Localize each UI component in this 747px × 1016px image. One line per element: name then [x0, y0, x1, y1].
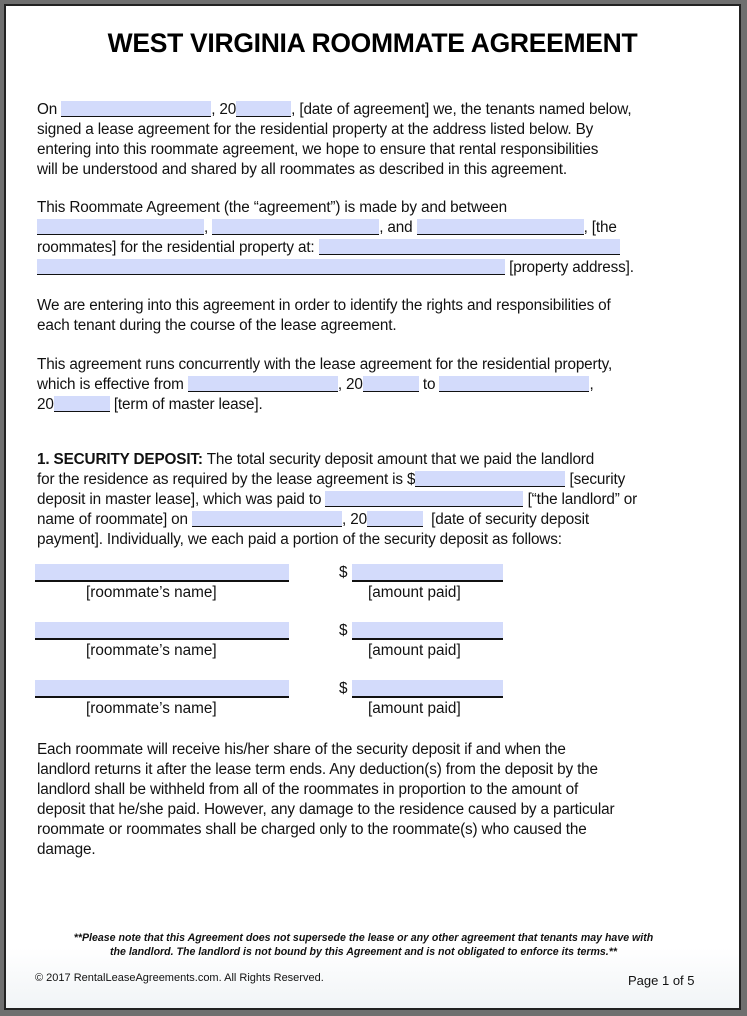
copyright-notice: © 2017 RentalLeaseAgreements.com. All Rights Reserved.	[35, 972, 324, 984]
page-number: Page 1 of 5	[628, 973, 695, 988]
security-deposit-amount-field[interactable]	[415, 471, 565, 487]
deposit-amount-field-1[interactable]	[352, 564, 503, 582]
roommate-name-label-2: [roommate’s name]	[86, 642, 217, 659]
deposit-roommate-name-field-2[interactable]	[35, 622, 289, 640]
section-1-heading: 1. SECURITY DEPOSIT:	[37, 451, 203, 468]
property-address-field-1[interactable]	[319, 239, 620, 255]
roommate-3-name-field[interactable]	[417, 219, 584, 235]
term-line-1: This agreement runs concurrently with the lease agreement for the residential property,	[37, 356, 613, 373]
return-clause-line-3: landlord shall be withheld from all of the roommates in proportion to the amount of	[37, 781, 579, 798]
document-title: WEST VIRGINIA ROOMMATE AGREEMENT	[107, 28, 638, 58]
lease-end-date-field[interactable]	[439, 376, 589, 392]
section-1-line-3: deposit in master lease], which was paid to [“the landlord” or	[37, 491, 638, 508]
term-line-2: which is effective from , 20 to ,	[37, 376, 594, 393]
roommate-name-label-3: [roommate’s name]	[86, 700, 217, 717]
section-1-line-4: name of roommate] on , 20 [date of security deposit	[37, 511, 589, 528]
deposit-date-field[interactable]	[192, 511, 342, 527]
amount-paid-label-3: [amount paid]	[368, 700, 461, 717]
section-1-line-5: payment]. Individually, we each paid a portion of the security deposit as follows:	[37, 531, 562, 548]
disclaimer-line-2: the landlord. The landlord is not bound by this Agreement and is not obligated to enforce its terms.**	[110, 946, 617, 958]
purpose-line-1: We are entering into this agreement in order to identify the rights and responsibilities of	[37, 297, 611, 314]
intro-line-1: On , 20 , [date of agreement] we, the tenants named below,	[37, 101, 632, 118]
parties-line-3: roommates] for the residential property at:	[37, 238, 620, 258]
section-1-line-2: for the residence as required by the lease agreement is $ [security	[37, 471, 626, 488]
purpose-line-2: each tenant during the course of the lease agreement.	[37, 317, 397, 334]
deposit-amount-field-3[interactable]	[352, 680, 503, 698]
document-page	[4, 4, 741, 1010]
disclaimer-line-1: **Please note that this Agreement does not supersede the lease or any other agreement that tenants may have with	[73, 932, 654, 944]
intro-line-4: will be understood and shared by all roommates as described in this agreement.	[37, 161, 567, 178]
return-clause-line-4: deposit that he/she paid. However, any damage to the residence caused by a particular	[37, 801, 615, 818]
roommate-2-name-field[interactable]	[212, 219, 379, 235]
agreement-year-field[interactable]	[236, 101, 291, 117]
deposit-paid-to-field[interactable]	[325, 491, 523, 507]
roommate-name-label-1: [roommate’s name]	[86, 584, 217, 601]
intro-line-3: entering into this roommate agreement, we hope to ensure that rental responsibilities	[37, 141, 599, 158]
lease-start-date-field[interactable]	[188, 376, 338, 392]
deposit-year-field[interactable]	[367, 511, 423, 527]
intro-line-2: signed a lease agreement for the residential property at the address listed below. By	[37, 121, 594, 138]
return-clause-line-1: Each roommate will receive his/her share of the security deposit if and when the	[37, 741, 566, 758]
lease-start-year-field[interactable]	[363, 376, 419, 392]
dollar-sign-1: $	[339, 564, 348, 581]
amount-paid-label-2: [amount paid]	[368, 642, 461, 659]
dollar-sign-2: $	[339, 622, 348, 639]
parties-line-4: [property address].	[37, 258, 634, 278]
deposit-roommate-name-field-3[interactable]	[35, 680, 289, 698]
parties-line-1: This Roommate Agreement (the “agreement”) is made by and between	[37, 199, 507, 216]
section-1-line-1: 1. SECURITY DEPOSIT: The total security deposit amount that we paid the landlord	[37, 451, 595, 468]
term-line-3: 20 [term of master lease].	[37, 396, 263, 413]
parties-line-2: , , and , [the	[37, 218, 617, 238]
agreement-date-field[interactable]	[61, 101, 211, 117]
deposit-amount-field-2[interactable]	[352, 622, 503, 640]
lease-end-year-field[interactable]	[54, 396, 110, 412]
deposit-roommate-name-field-1[interactable]	[35, 564, 289, 582]
return-clause-line-6: damage.	[37, 841, 96, 858]
return-clause-line-2: landlord returns it after the lease term ends. Any deduction(s) from the deposit by the	[37, 761, 598, 778]
amount-paid-label-1: [amount paid]	[368, 584, 461, 601]
dollar-sign-3: $	[339, 680, 348, 697]
roommate-1-name-field[interactable]	[37, 219, 204, 235]
property-address-field-2[interactable]	[37, 259, 505, 275]
return-clause-line-5: roommate or roommates shall be charged only to the roommate(s) who caused the	[37, 821, 587, 838]
